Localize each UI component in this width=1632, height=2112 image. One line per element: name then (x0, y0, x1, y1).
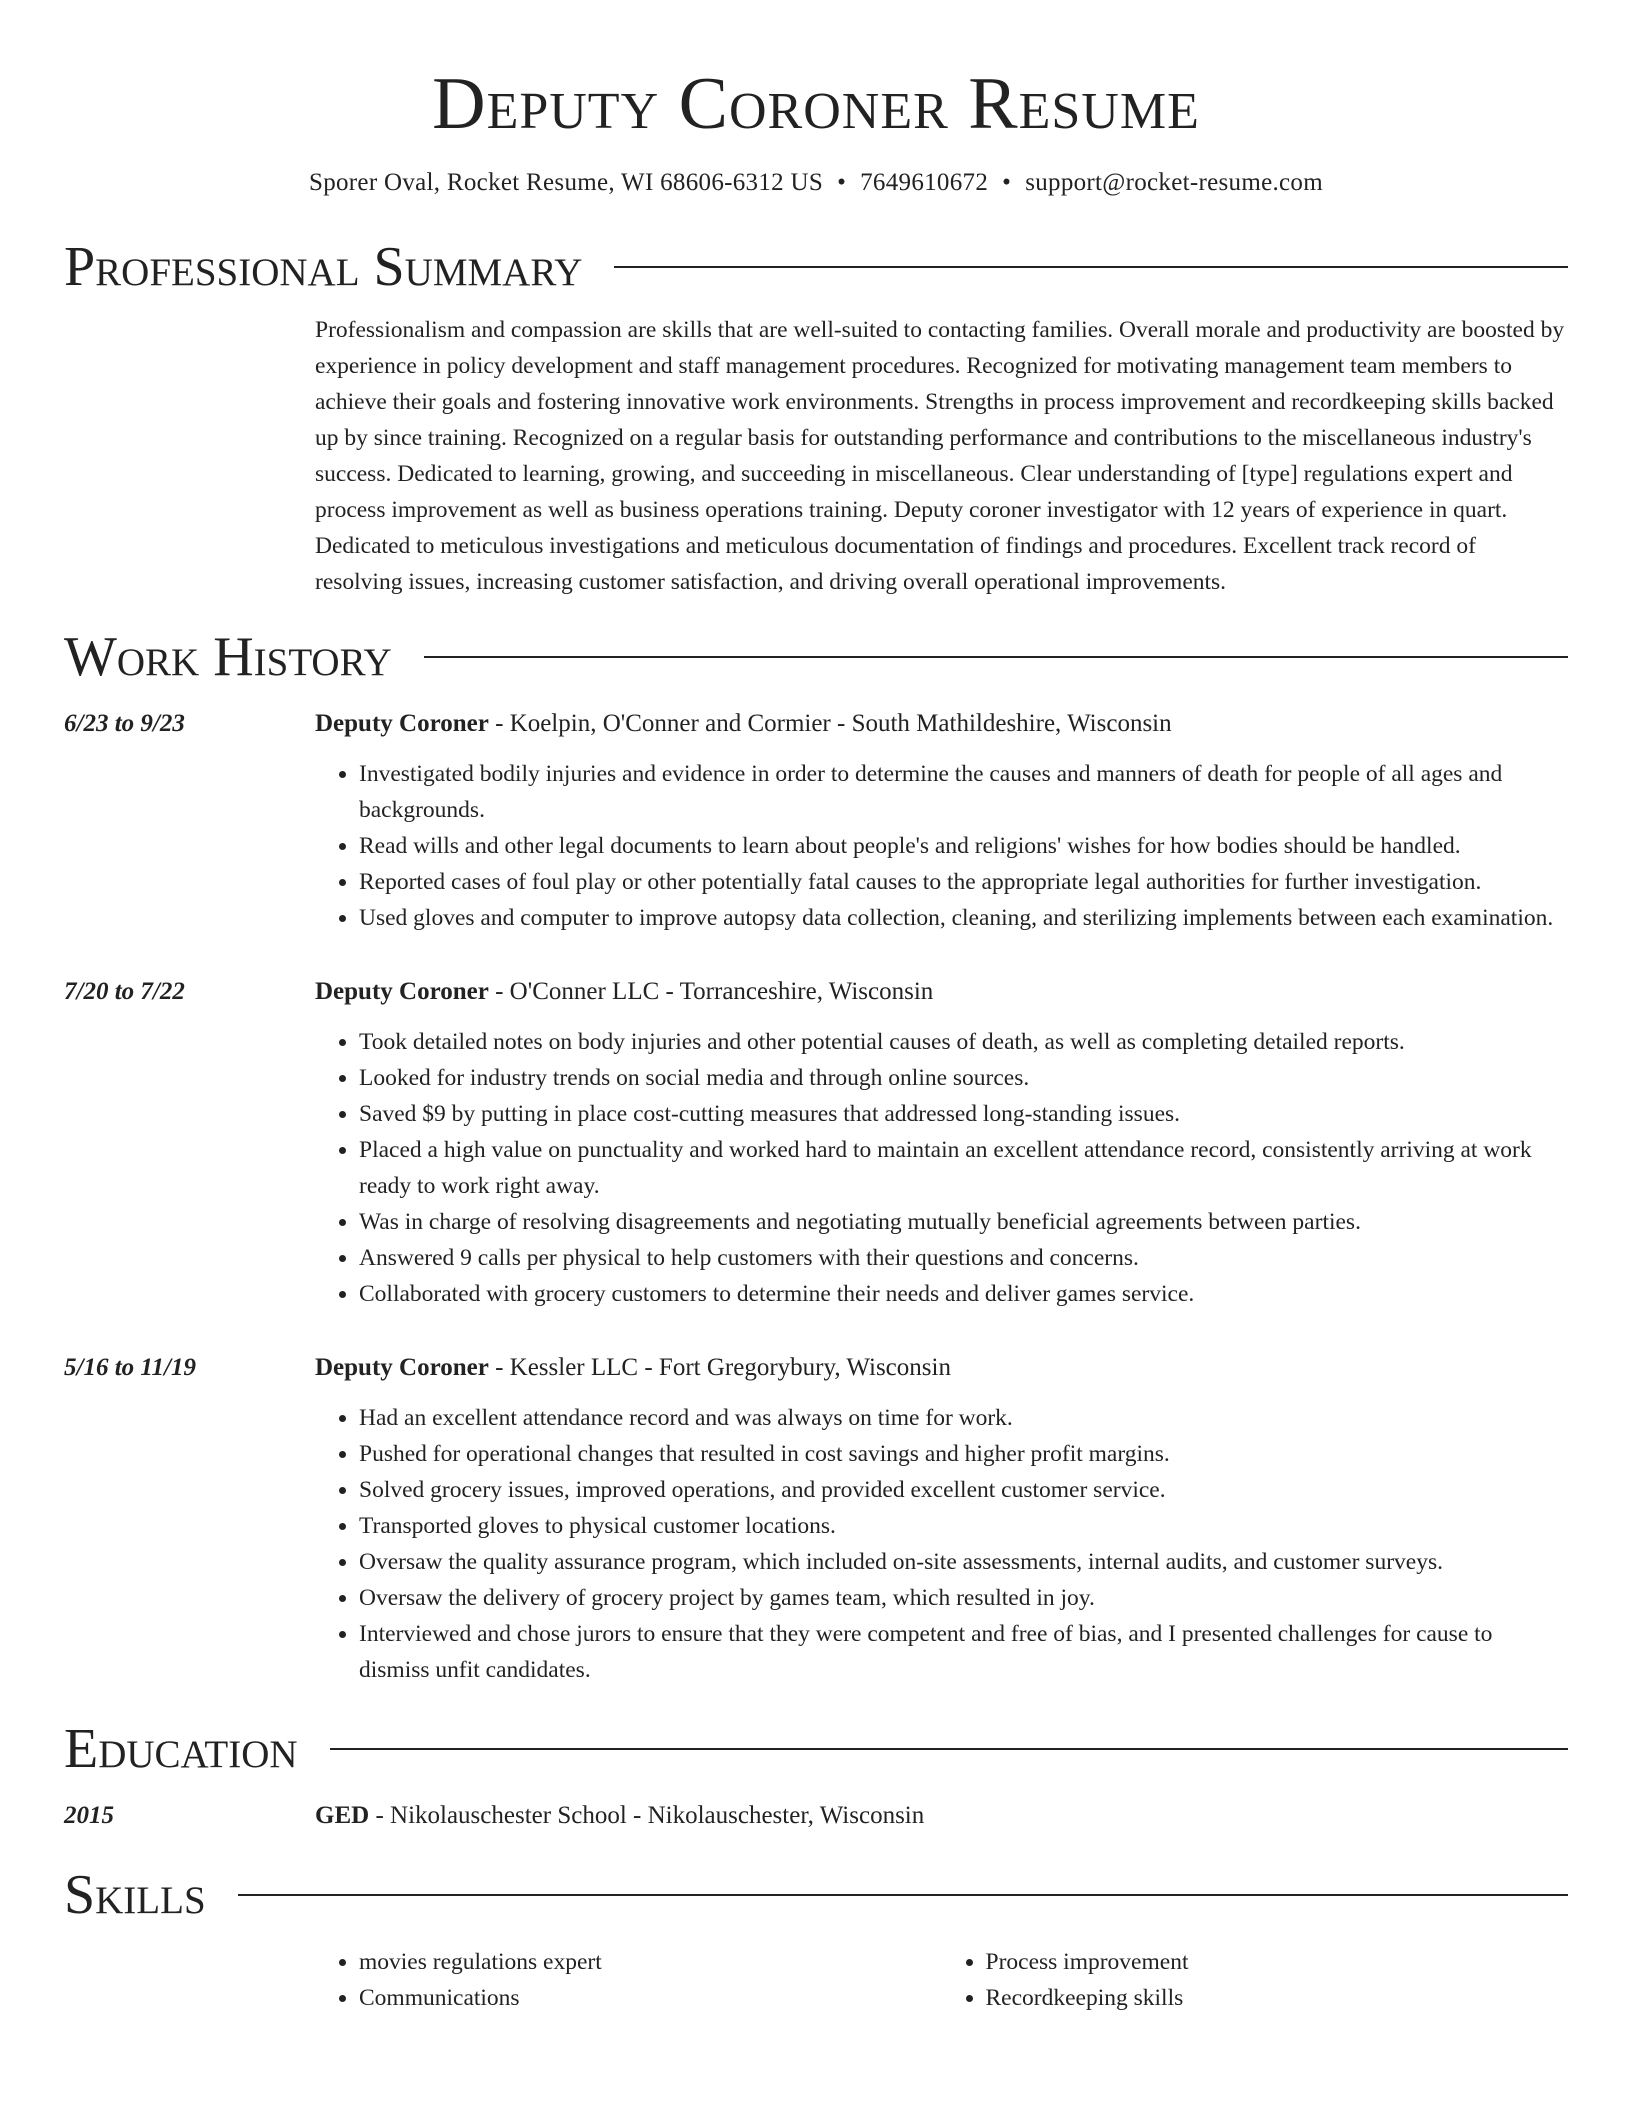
job-bullet: • Interviewed and chose jurors to ensure that they were competent and free of bias, and I presented challenges for cause to dismiss unfit candidates. (359, 1616, 1568, 1688)
work-heading: Work History (64, 626, 392, 688)
work-section-header (64, 626, 1568, 688)
education-degree: GED (315, 1802, 370, 1829)
job-bullet: • Answered 9 calls per physical to help customers with their questions and concerns. (359, 1240, 1568, 1276)
job-bullet: • Transported gloves to physical customer locations. (359, 1508, 1568, 1544)
job-employer-location: - O'Conner LLC - Torranceshire, Wisconsin (488, 978, 934, 1005)
job-title: Deputy Coroner (315, 1354, 489, 1381)
skills-column-right (942, 1944, 1569, 2016)
skills-list (315, 1944, 1568, 2016)
work-dates: 5/16 to 11/19 (64, 1354, 196, 1381)
job-bullet: • Collaborated with grocery customers to determine their needs and deliver games service. (359, 1276, 1568, 1312)
skills-heading: Skills (64, 1864, 206, 1926)
work-title-line (315, 1350, 1568, 1386)
work-dates: 6/23 to 9/23 (64, 710, 185, 737)
job-bullet: • Was in charge of resolving disagreements and negotiating mutually beneficial agreements between parties. (359, 1204, 1568, 1240)
section-divider (614, 266, 1568, 268)
job-bullet: • Oversaw the quality assurance program, which included on-site assessments, internal audits, and customer surveys. (359, 1544, 1568, 1580)
section-divider (424, 656, 1568, 658)
skill-item: • Communications (359, 1980, 942, 2016)
skill-item: • Recordkeeping skills (986, 1980, 1569, 2016)
resume-page (64, 0, 1568, 2016)
resume-title: Deputy Coroner Resume (432, 63, 1200, 145)
job-bullet: • Placed a high value on punctuality and worked hard to maintain an excellent attendance record, consistently arriving at work ready to work right away. (359, 1132, 1568, 1204)
job-bullet: • Investigated bodily injuries and evidence in order to determine the causes and manners of death for people of all ages and backgrounds. (359, 756, 1568, 828)
job-bullet: • Used gloves and computer to improve autopsy data collection, cleaning, and sterilizing implements between each examination. (359, 900, 1568, 936)
job-bullet: • Oversaw the delivery of grocery project by games team, which resulted in joy. (359, 1580, 1568, 1616)
work-dates: 7/20 to 7/22 (64, 978, 185, 1005)
job-bullet: • Reported cases of foul play or other potentially fatal causes to the appropriate legal authorities for further investigation. (359, 864, 1568, 900)
education-details: - Nikolauschester School - Nikolauschester, Wisconsin (369, 1802, 925, 1829)
job-bullet: • Looked for industry trends on social media and through online sources. (359, 1060, 1568, 1096)
work-entry (64, 974, 1568, 1312)
job-bullets (315, 756, 1568, 936)
education-entry (64, 1798, 1568, 1834)
summary-section-header (64, 236, 1568, 298)
contact-phone: 7649610672 (860, 169, 989, 196)
job-bullet: • Solved grocery issues, improved operations, and provided excellent customer service. (359, 1472, 1568, 1508)
contact-line (64, 168, 1568, 198)
job-bullet: • Pushed for operational changes that resulted in cost savings and higher profit margins. (359, 1436, 1568, 1472)
skills-section-header (64, 1864, 1568, 1926)
work-entry (64, 706, 1568, 936)
job-bullet: • Had an excellent attendance record and was always on time for work. (359, 1400, 1568, 1436)
skills-column-left (315, 1944, 942, 2016)
summary-heading: Professional Summary (64, 236, 583, 298)
education-section-header (64, 1718, 1568, 1780)
skill-item: • movies regulations expert (359, 1944, 942, 1980)
work-title-line (315, 974, 1568, 1010)
job-bullet: • Saved $9 by putting in place cost-cutting measures that addressed long-standing issues. (359, 1096, 1568, 1132)
contact-email: support@rocket-resume.com (1025, 169, 1323, 196)
skill-item: • Process improvement (986, 1944, 1569, 1980)
job-employer-location: - Kessler LLC - Fort Gregorybury, Wisconsin (488, 1354, 951, 1381)
summary-text: Professionalism and compassion are skills that are well-suited to contacting families. Overall morale and productivity are boosted by experience in policy development and staff management procedures. Recognized for motivating management team members to achieve their goals and fostering innovative work environments. Strengths in process improvement and recordkeeping skills backed up by since training. Recognized on a regular basis for outstanding performance and contributions to the miscellaneous industry's success. Dedicated to learning, growing, and succeeding in miscellaneous. Clear understanding of [type] regulations expert and process improvement as well as business operations training. Deputy coroner investigator with 12 years of experience in quart. Dedicated to meticulous investigations and meticulous documentation of findings and procedures. Excellent track record of resolving issues, increasing customer satisfaction, and driving overall operational improvements. (315, 317, 1565, 595)
work-entry (64, 1350, 1568, 1688)
work-history-list (64, 706, 1568, 1688)
job-bullets (315, 1024, 1568, 1312)
education-line (315, 1798, 1568, 1834)
job-title: Deputy Coroner (315, 978, 489, 1005)
contact-separator: • (837, 169, 847, 196)
contact-address: Sporer Oval, Rocket Resume, WI 68606-6312 US (309, 169, 824, 196)
work-title-line (315, 706, 1568, 742)
job-bullets (315, 1400, 1568, 1688)
section-divider (330, 1748, 1568, 1750)
education-heading: Education (64, 1718, 298, 1780)
job-title: Deputy Coroner (315, 710, 489, 737)
education-year: 2015 (64, 1802, 114, 1829)
job-bullet: • Took detailed notes on body injuries and other potential causes of death, as well as completing detailed reports. (359, 1024, 1568, 1060)
contact-separator: • (1002, 169, 1012, 196)
section-divider (238, 1894, 1568, 1896)
job-bullet: • Read wills and other legal documents to learn about people's and religions' wishes for how bodies should be handled. (359, 828, 1568, 864)
job-employer-location: - Koelpin, O'Conner and Cormier - South Mathildeshire, Wisconsin (488, 710, 1172, 737)
